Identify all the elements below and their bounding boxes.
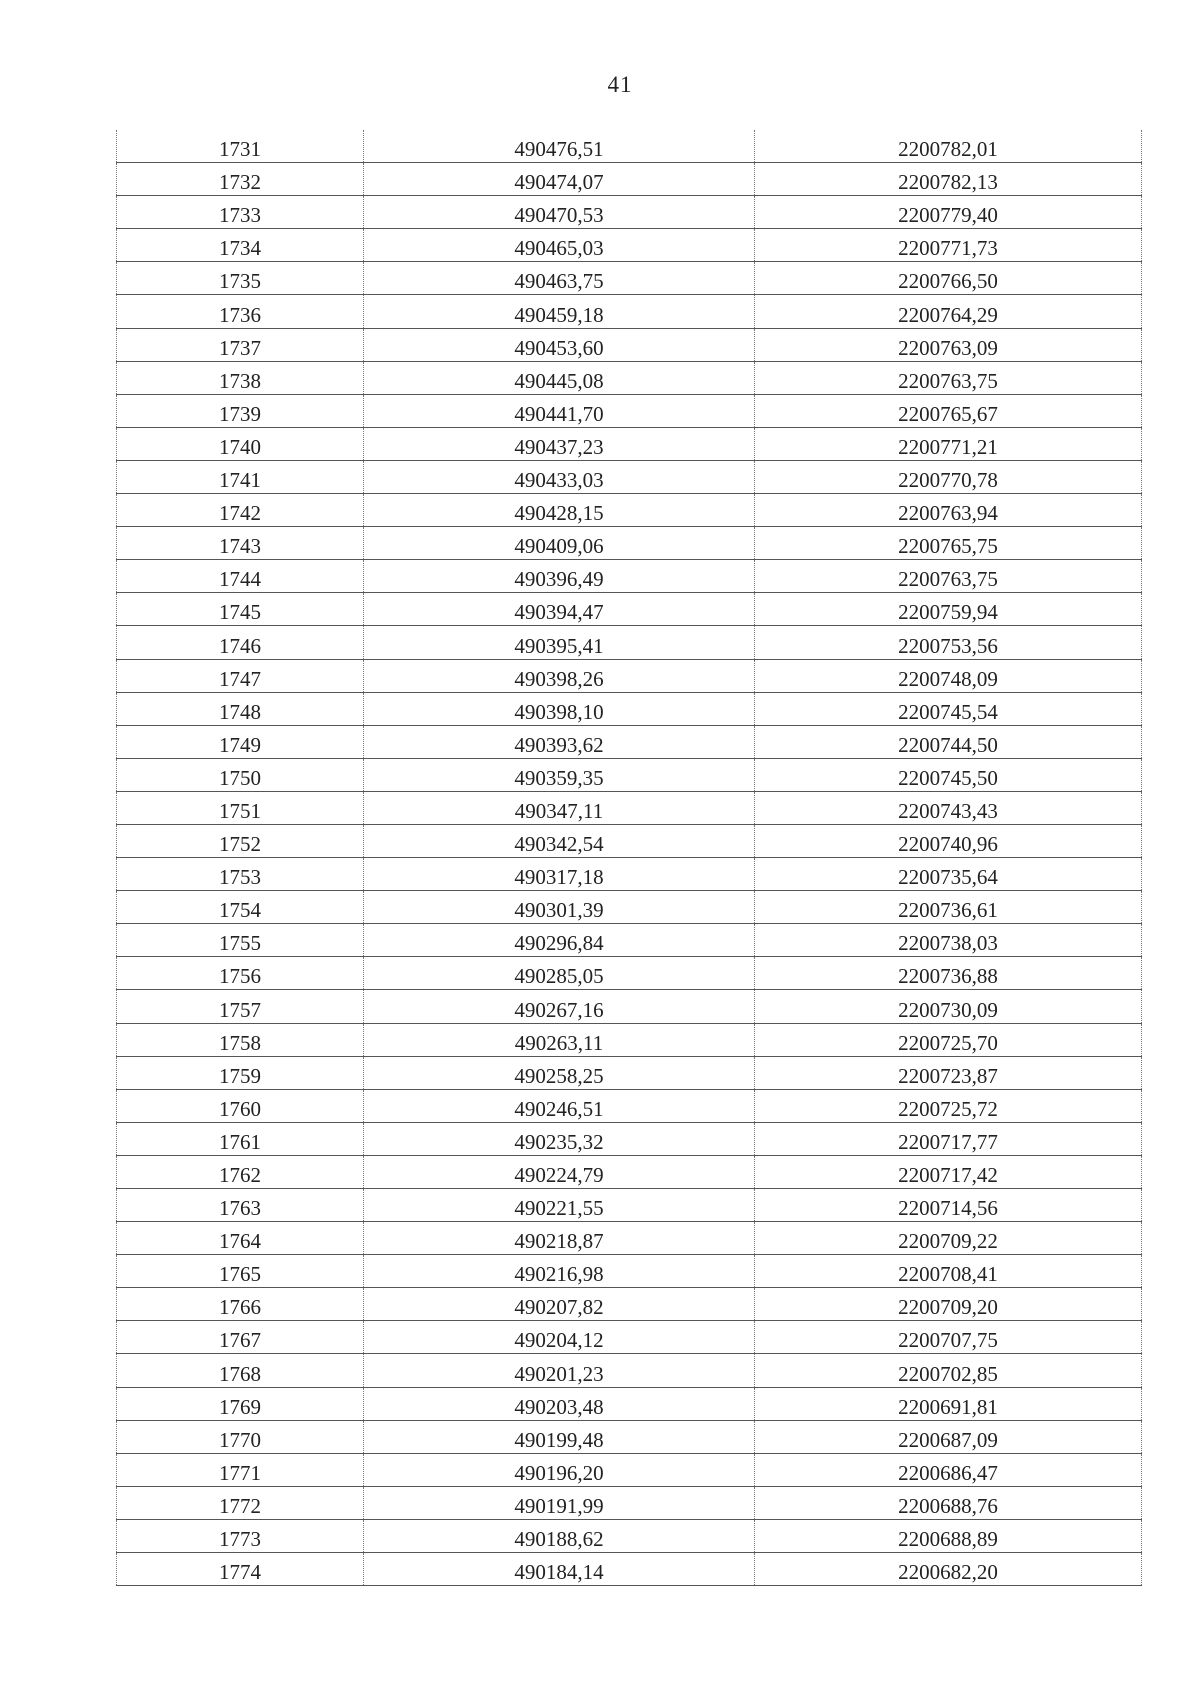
table-row [117,626,1142,659]
table-row [117,494,1142,527]
y-coordinate-cell: 2200765,67 [755,394,1142,427]
x-coordinate-cell: 490301,39 [364,891,755,924]
x-coordinate-cell: 490207,82 [364,1288,755,1321]
table-row [117,1189,1142,1222]
y-coordinate-cell: 2200723,87 [755,1056,1142,1089]
table-row [117,1222,1142,1255]
y-coordinate-cell: 2200717,77 [755,1122,1142,1155]
table-row [117,361,1142,394]
point-number-cell: 1745 [117,593,364,626]
x-coordinate-cell: 490296,84 [364,924,755,957]
y-coordinate-cell: 2200708,41 [755,1255,1142,1288]
x-coordinate-cell: 490184,14 [364,1553,755,1586]
y-coordinate-cell: 2200709,22 [755,1222,1142,1255]
point-number-cell: 1765 [117,1255,364,1288]
table-row [117,460,1142,493]
y-coordinate-cell: 2200702,85 [755,1354,1142,1387]
table-row [117,1420,1142,1453]
y-coordinate-cell: 2200687,09 [755,1420,1142,1453]
point-number-cell: 1744 [117,560,364,593]
point-number-cell: 1733 [117,196,364,229]
point-number-cell: 1760 [117,1089,364,1122]
y-coordinate-cell: 2200682,20 [755,1553,1142,1586]
point-number-cell: 1732 [117,163,364,196]
point-number-cell: 1770 [117,1420,364,1453]
y-coordinate-cell: 2200745,50 [755,758,1142,791]
point-number-cell: 1747 [117,659,364,692]
y-coordinate-cell: 2200779,40 [755,196,1142,229]
table-row [117,394,1142,427]
point-number-cell: 1769 [117,1387,364,1420]
table-row [117,295,1142,328]
point-number-cell: 1738 [117,361,364,394]
point-number-cell: 1741 [117,460,364,493]
x-coordinate-cell: 490258,25 [364,1056,755,1089]
table-row [117,1486,1142,1519]
y-coordinate-cell: 2200743,43 [755,791,1142,824]
point-number-cell: 1756 [117,957,364,990]
table-row [117,163,1142,196]
point-number-cell: 1755 [117,924,364,957]
y-coordinate-cell: 2200725,70 [755,1023,1142,1056]
table-row [117,1387,1142,1420]
x-coordinate-cell: 490199,48 [364,1420,755,1453]
table-row [117,1155,1142,1188]
point-number-cell: 1771 [117,1453,364,1486]
table-row [117,1056,1142,1089]
y-coordinate-cell: 2200764,29 [755,295,1142,328]
point-number-cell: 1751 [117,791,364,824]
table-row [117,1519,1142,1552]
table-row [117,725,1142,758]
y-coordinate-cell: 2200763,75 [755,361,1142,394]
point-number-cell: 1736 [117,295,364,328]
x-coordinate-cell: 490394,47 [364,593,755,626]
y-coordinate-cell: 2200766,50 [755,262,1142,295]
y-coordinate-cell: 2200763,75 [755,560,1142,593]
table-row [117,527,1142,560]
y-coordinate-cell: 2200771,21 [755,427,1142,460]
x-coordinate-cell: 490347,11 [364,791,755,824]
x-coordinate-cell: 490221,55 [364,1189,755,1222]
x-coordinate-cell: 490409,06 [364,527,755,560]
x-coordinate-cell: 490437,23 [364,427,755,460]
y-coordinate-cell: 2200763,94 [755,494,1142,527]
point-number-cell: 1750 [117,758,364,791]
x-coordinate-cell: 490441,70 [364,394,755,427]
table-row [117,229,1142,262]
y-coordinate-cell: 2200688,89 [755,1519,1142,1552]
y-coordinate-cell: 2200725,72 [755,1089,1142,1122]
x-coordinate-cell: 490470,53 [364,196,755,229]
point-number-cell: 1731 [117,130,364,163]
x-coordinate-cell: 490267,16 [364,990,755,1023]
y-coordinate-cell: 2200765,75 [755,527,1142,560]
x-coordinate-cell: 490459,18 [364,295,755,328]
y-coordinate-cell: 2200714,56 [755,1189,1142,1222]
x-coordinate-cell: 490204,12 [364,1321,755,1354]
y-coordinate-cell: 2200748,09 [755,659,1142,692]
x-coordinate-cell: 490218,87 [364,1222,755,1255]
y-coordinate-cell: 2200709,20 [755,1288,1142,1321]
y-coordinate-cell: 2200736,61 [755,891,1142,924]
y-coordinate-cell: 2200735,64 [755,858,1142,891]
point-number-cell: 1757 [117,990,364,1023]
x-coordinate-cell: 490428,15 [364,494,755,527]
x-coordinate-cell: 490191,99 [364,1486,755,1519]
table-row [117,1122,1142,1155]
table-row [117,1255,1142,1288]
table-row [117,824,1142,857]
table-row [117,1023,1142,1056]
x-coordinate-cell: 490474,07 [364,163,755,196]
y-coordinate-cell: 2200717,42 [755,1155,1142,1188]
y-coordinate-cell: 2200730,09 [755,990,1142,1023]
x-coordinate-cell: 490196,20 [364,1453,755,1486]
y-coordinate-cell: 2200744,50 [755,725,1142,758]
point-number-cell: 1774 [117,1553,364,1586]
x-coordinate-cell: 490235,32 [364,1122,755,1155]
y-coordinate-cell: 2200782,13 [755,163,1142,196]
point-number-cell: 1739 [117,394,364,427]
x-coordinate-cell: 490395,41 [364,626,755,659]
point-number-cell: 1772 [117,1486,364,1519]
table-row [117,924,1142,957]
point-number-cell: 1743 [117,527,364,560]
table-row [117,990,1142,1023]
table-row [117,791,1142,824]
table-row [117,593,1142,626]
point-number-cell: 1740 [117,427,364,460]
x-coordinate-cell: 490453,60 [364,328,755,361]
y-coordinate-cell: 2200770,78 [755,460,1142,493]
x-coordinate-cell: 490342,54 [364,824,755,857]
table-row [117,328,1142,361]
point-number-cell: 1766 [117,1288,364,1321]
point-number-cell: 1748 [117,692,364,725]
point-number-cell: 1767 [117,1321,364,1354]
table-row [117,692,1142,725]
point-number-cell: 1768 [117,1354,364,1387]
table-row [117,262,1142,295]
coordinates-table [116,130,1142,1586]
table-row [117,1354,1142,1387]
point-number-cell: 1737 [117,328,364,361]
x-coordinate-cell: 490396,49 [364,560,755,593]
table-row [117,758,1142,791]
y-coordinate-cell: 2200736,88 [755,957,1142,990]
x-coordinate-cell: 490359,35 [364,758,755,791]
x-coordinate-cell: 490224,79 [364,1155,755,1188]
table-row [117,1453,1142,1486]
point-number-cell: 1752 [117,824,364,857]
x-coordinate-cell: 490465,03 [364,229,755,262]
point-number-cell: 1761 [117,1122,364,1155]
point-number-cell: 1759 [117,1056,364,1089]
y-coordinate-cell: 2200782,01 [755,130,1142,163]
point-number-cell: 1764 [117,1222,364,1255]
table-row [117,659,1142,692]
y-coordinate-cell: 2200691,81 [755,1387,1142,1420]
x-coordinate-cell: 490246,51 [364,1089,755,1122]
x-coordinate-cell: 490188,62 [364,1519,755,1552]
table-row [117,891,1142,924]
x-coordinate-cell: 490285,05 [364,957,755,990]
y-coordinate-cell: 2200763,09 [755,328,1142,361]
y-coordinate-cell: 2200686,47 [755,1453,1142,1486]
y-coordinate-cell: 2200753,56 [755,626,1142,659]
table-row [117,196,1142,229]
x-coordinate-cell: 490203,48 [364,1387,755,1420]
point-number-cell: 1763 [117,1189,364,1222]
point-number-cell: 1758 [117,1023,364,1056]
table-row [117,957,1142,990]
table-body [117,130,1142,1586]
point-number-cell: 1773 [117,1519,364,1552]
point-number-cell: 1734 [117,229,364,262]
table-row [117,858,1142,891]
point-number-cell: 1746 [117,626,364,659]
y-coordinate-cell: 2200771,73 [755,229,1142,262]
point-number-cell: 1753 [117,858,364,891]
y-coordinate-cell: 2200688,76 [755,1486,1142,1519]
table-row [117,560,1142,593]
x-coordinate-cell: 490398,26 [364,659,755,692]
y-coordinate-cell: 2200740,96 [755,824,1142,857]
x-coordinate-cell: 490393,62 [364,725,755,758]
table-row [117,130,1142,163]
x-coordinate-cell: 490201,23 [364,1354,755,1387]
y-coordinate-cell: 2200738,03 [755,924,1142,957]
x-coordinate-cell: 490317,18 [364,858,755,891]
x-coordinate-cell: 490445,08 [364,361,755,394]
point-number-cell: 1749 [117,725,364,758]
y-coordinate-cell: 2200759,94 [755,593,1142,626]
x-coordinate-cell: 490433,03 [364,460,755,493]
x-coordinate-cell: 490216,98 [364,1255,755,1288]
page-number: 41 [607,72,633,97]
x-coordinate-cell: 490263,11 [364,1023,755,1056]
y-coordinate-cell: 2200745,54 [755,692,1142,725]
table-row [117,1089,1142,1122]
table-row [117,1553,1142,1586]
point-number-cell: 1742 [117,494,364,527]
point-number-cell: 1735 [117,262,364,295]
x-coordinate-cell: 490476,51 [364,130,755,163]
point-number-cell: 1754 [117,891,364,924]
table-row [117,1288,1142,1321]
table-row [117,427,1142,460]
x-coordinate-cell: 490463,75 [364,262,755,295]
point-number-cell: 1762 [117,1155,364,1188]
x-coordinate-cell: 490398,10 [364,692,755,725]
y-coordinate-cell: 2200707,75 [755,1321,1142,1354]
table-row [117,1321,1142,1354]
